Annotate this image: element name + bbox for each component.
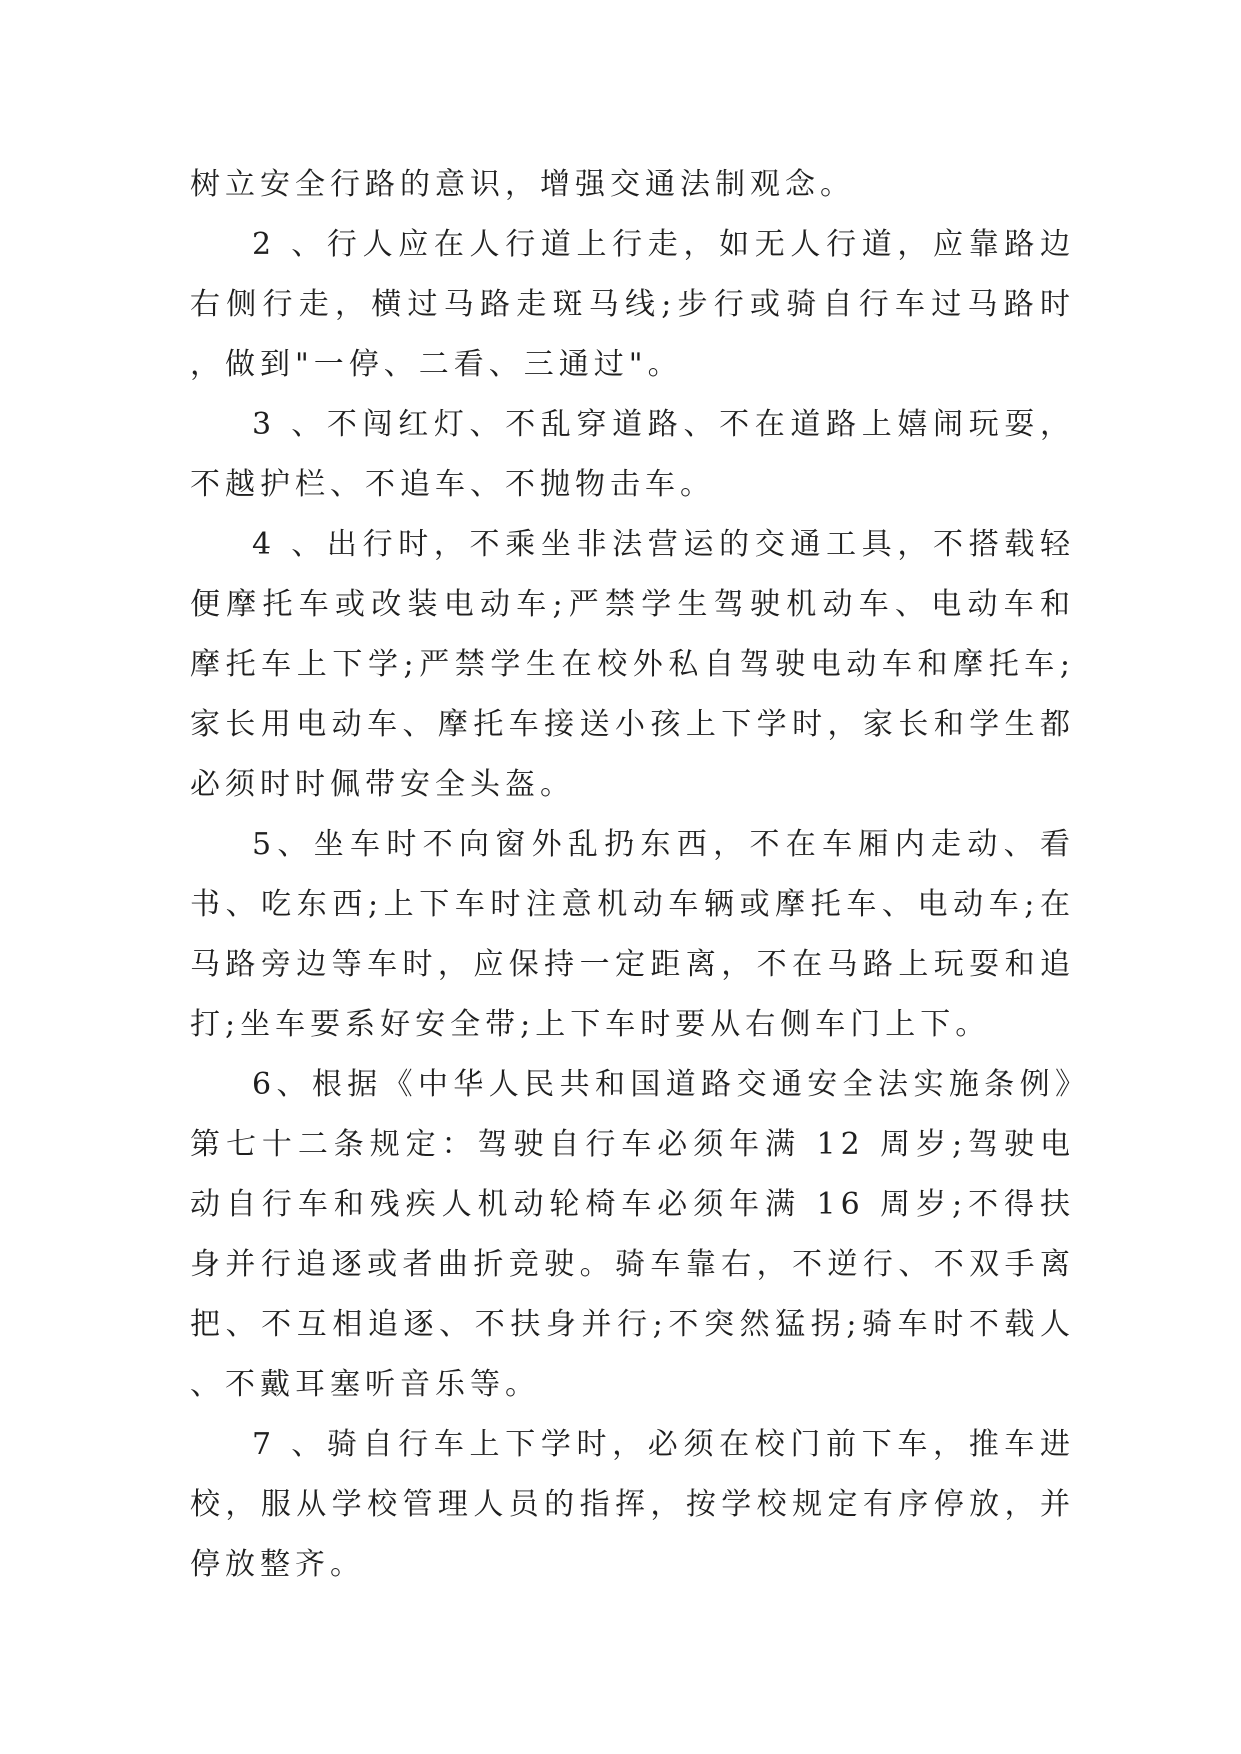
document-body [190,155,1075,1595]
paragraph-rule-3: 3 、不闯红灯、不乱穿道路、不在道路上嬉闹玩耍，不越护栏、不追车、不抛物击车。 [190,407,1075,502]
paragraph-rule-5: 5、坐车时不向窗外乱扔东西，不在车厢内走动、看书、吃东西;上下车时注意机动车辆或摩托车、电动车;在马路旁边等车时，应保持一定距离，不在马路上玩耍和追打;坐车要系好安全带;上下车时要从右侧车门上下。 [190,827,1075,1042]
paragraph-continuation: 树立安全行路的意识，增强交通法制观念。 [190,167,855,202]
paragraph-rule-4: 4 、出行时，不乘坐非法营运的交通工具，不搭载轻便摩托车或改装电动车;严禁学生驾驶机动车、电动车和摩托车上下学;严禁学生在校外私自驾驶电动车和摩托车;家长用电动车、摩托车接送小孩上下学时，家长和学生都必须时时佩带安全头盔。 [190,527,1075,802]
paragraph-rule-2: 2 、行人应在人行道上行走，如无人行道，应靠路边右侧行走，横过马路走斑马线;步行或骑自行车过马路时，做到"一停、二看、三通过"。 [190,227,1075,382]
paragraph-rule-7: 7 、骑自行车上下学时，必须在校门前下车，推车进校，服从学校管理人员的指挥，按学校规定有序停放，并停放整齐。 [190,1427,1075,1582]
paragraph-rule-6: 6、根据《中华人民共和国道路交通安全法实施条例》第七十二条规定：驾驶自行车必须年满 12 周岁;驾驶电动自行车和残疾人机动轮椅车必须年满 16 周岁;不得扶身并行追逐或者曲折竞驶。骑车靠右，不逆行、不双手离把、不互相追逐、不扶身并行;不突然猛拐;骑车时不载人、不戴耳塞听音乐等。 [190,1067,1075,1402]
